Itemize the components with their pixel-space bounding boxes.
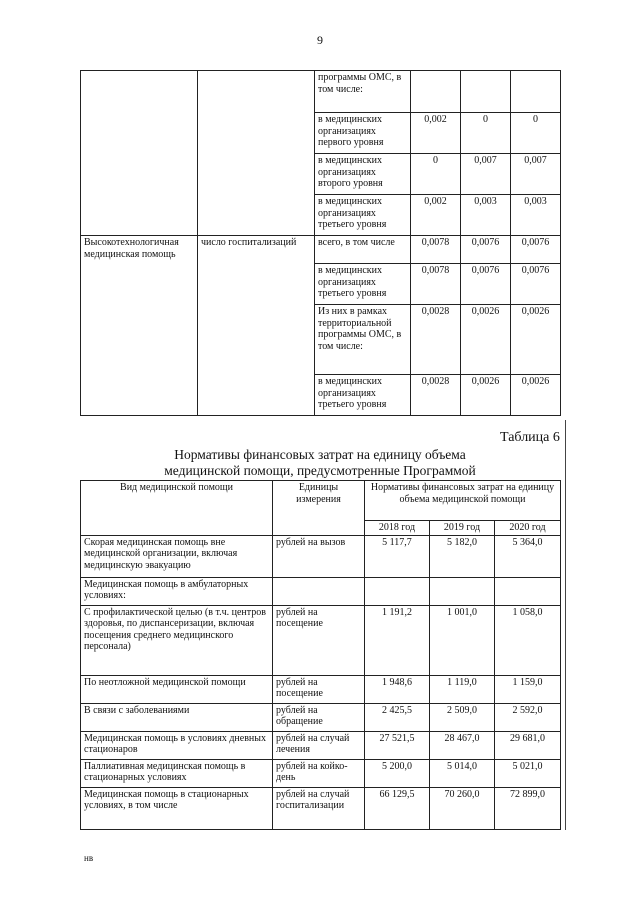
value-2019: 0 xyxy=(461,113,511,154)
column-header-kind: Вид медицинской помощи xyxy=(81,481,273,536)
subcategory-cell: всего, в том числе xyxy=(315,236,411,264)
value-2019 xyxy=(461,71,511,113)
care-kind-cell: По неотложной медицинской помощи xyxy=(81,675,273,703)
care-kind-cell: В связи с заболеваниями xyxy=(81,703,273,731)
subcategory-cell: программы ОМС, в том числе: xyxy=(315,71,411,113)
unit-cell: рублей на посещение xyxy=(273,675,365,703)
care-kind-cell: С профилактической целью (в т.ч. центров здоровья, по диспансеризации, включая посещения среднего медицинского персонала) xyxy=(81,605,273,675)
cost-norms-table xyxy=(80,480,561,830)
heading-line-1: Нормативы финансовых затрат на единицу объема xyxy=(174,447,466,462)
value-2019: 0,003 xyxy=(461,195,511,236)
value-2019: 70 260,0 xyxy=(430,787,495,829)
table-row xyxy=(81,535,561,577)
value-2020: 0,003 xyxy=(511,195,561,236)
column-header-norms: Нормативы финансовых затрат на единицу объема медицинской помощи xyxy=(365,481,561,521)
value-2018: 5 117,7 xyxy=(365,535,430,577)
value-2018: 0,0078 xyxy=(411,264,461,305)
care-kind-cell: Медицинская помощь в амбулаторных условиях: xyxy=(81,577,273,605)
year-header: 2019 год xyxy=(430,521,495,536)
table-row xyxy=(81,787,561,829)
value-2019: 0,0076 xyxy=(461,264,511,305)
subcategory-cell: в медицинских организациях третьего уровня xyxy=(315,375,411,416)
unit-cell: рублей на посещение xyxy=(273,605,365,675)
care-kind-cell: Паллиативная медицинская помощь в стационарных условиях xyxy=(81,759,273,787)
table-row xyxy=(81,731,561,759)
value-2020: 5 021,0 xyxy=(495,759,561,787)
value-2020: 0,0026 xyxy=(511,305,561,375)
subcategory-cell: в медицинских организациях третьего уровня xyxy=(315,264,411,305)
value-2018: 0,002 xyxy=(411,113,461,154)
care-type-cell xyxy=(81,71,198,236)
unit-cell: рублей на обращение xyxy=(273,703,365,731)
care-type-cell: Высокотехнологичная медицинская помощь xyxy=(81,236,198,416)
table-row xyxy=(81,703,561,731)
value-2019: 0,0076 xyxy=(461,236,511,264)
unit-cell: рублей на вызов xyxy=(273,535,365,577)
value-2018: 0,0028 xyxy=(411,375,461,416)
value-2020: 0,007 xyxy=(511,154,561,195)
unit-cell: рублей на случай госпитализации xyxy=(273,787,365,829)
value-2018: 27 521,5 xyxy=(365,731,430,759)
subcategory-cell: Из них в рамках территориальной программы ОМС, в том числе: xyxy=(315,305,411,375)
care-kind-cell: Скорая медицинская помощь вне медицинской организации, включая медицинскую эвакуацию xyxy=(81,535,273,577)
value-2019: 2 509,0 xyxy=(430,703,495,731)
year-header: 2018 год xyxy=(365,521,430,536)
value-2019: 0,007 xyxy=(461,154,511,195)
value-2020: 29 681,0 xyxy=(495,731,561,759)
value-2020: 0 xyxy=(511,113,561,154)
value-2020: 5 364,0 xyxy=(495,535,561,577)
value-2018: 0,002 xyxy=(411,195,461,236)
value-2018: 2 425,5 xyxy=(365,703,430,731)
value-2019 xyxy=(430,577,495,605)
value-2020: 72 899,0 xyxy=(495,787,561,829)
unit-cell xyxy=(273,577,365,605)
value-2019: 1 001,0 xyxy=(430,605,495,675)
value-2020: 0,0076 xyxy=(511,264,561,305)
year-header: 2020 год xyxy=(495,521,561,536)
value-2018: 1 191,2 xyxy=(365,605,430,675)
table-row xyxy=(81,577,561,605)
hospitalization-volume-table xyxy=(80,70,561,416)
care-kind-cell: Медицинская помощь в условиях дневных стационаров xyxy=(81,731,273,759)
value-2020 xyxy=(495,577,561,605)
value-2020: 0,0026 xyxy=(511,375,561,416)
value-2020: 0,0076 xyxy=(511,236,561,264)
value-2018 xyxy=(411,71,461,113)
value-2018: 66 129,5 xyxy=(365,787,430,829)
unit-cell xyxy=(198,71,315,236)
value-2018 xyxy=(365,577,430,605)
value-2019: 28 467,0 xyxy=(430,731,495,759)
value-2020: 1 159,0 xyxy=(495,675,561,703)
table-row xyxy=(81,71,561,113)
value-2019: 1 119,0 xyxy=(430,675,495,703)
table-header-row xyxy=(81,481,561,521)
subcategory-cell: в медицинских организациях первого уровня xyxy=(315,113,411,154)
value-2019: 5 014,0 xyxy=(430,759,495,787)
value-2020: 1 058,0 xyxy=(495,605,561,675)
subcategory-cell: в медицинских организациях второго уровня xyxy=(315,154,411,195)
table-label: Таблица 6 xyxy=(500,430,560,445)
value-2018: 0,0028 xyxy=(411,305,461,375)
column-header-unit: Единицы измерения xyxy=(273,481,365,536)
value-2018: 0,0078 xyxy=(411,236,461,264)
care-kind-cell: Медицинская помощь в стационарных условиях, в том числе xyxy=(81,787,273,829)
value-2019: 5 182,0 xyxy=(430,535,495,577)
unit-cell: рублей на случай лечения xyxy=(273,731,365,759)
value-2018: 5 200,0 xyxy=(365,759,430,787)
value-2019: 0,0026 xyxy=(461,375,511,416)
value-2020: 2 592,0 xyxy=(495,703,561,731)
table-row xyxy=(81,605,561,675)
table-row xyxy=(81,675,561,703)
unit-cell: рублей на койко-день xyxy=(273,759,365,787)
subcategory-cell: в медицинских организациях третьего уровня xyxy=(315,195,411,236)
section-heading xyxy=(130,447,510,479)
footer-mark: нв xyxy=(84,853,94,863)
value-2018: 1 948,6 xyxy=(365,675,430,703)
value-2018: 0 xyxy=(411,154,461,195)
value-2019: 0,0026 xyxy=(461,305,511,375)
page-number: 9 xyxy=(317,33,323,47)
unit-cell: число госпитализаций xyxy=(198,236,315,416)
page-edge-line xyxy=(565,420,566,830)
value-2020 xyxy=(511,71,561,113)
table-row xyxy=(81,759,561,787)
heading-line-2: медицинской помощи, предусмотренные Программой xyxy=(164,463,476,478)
table-row xyxy=(81,236,561,264)
